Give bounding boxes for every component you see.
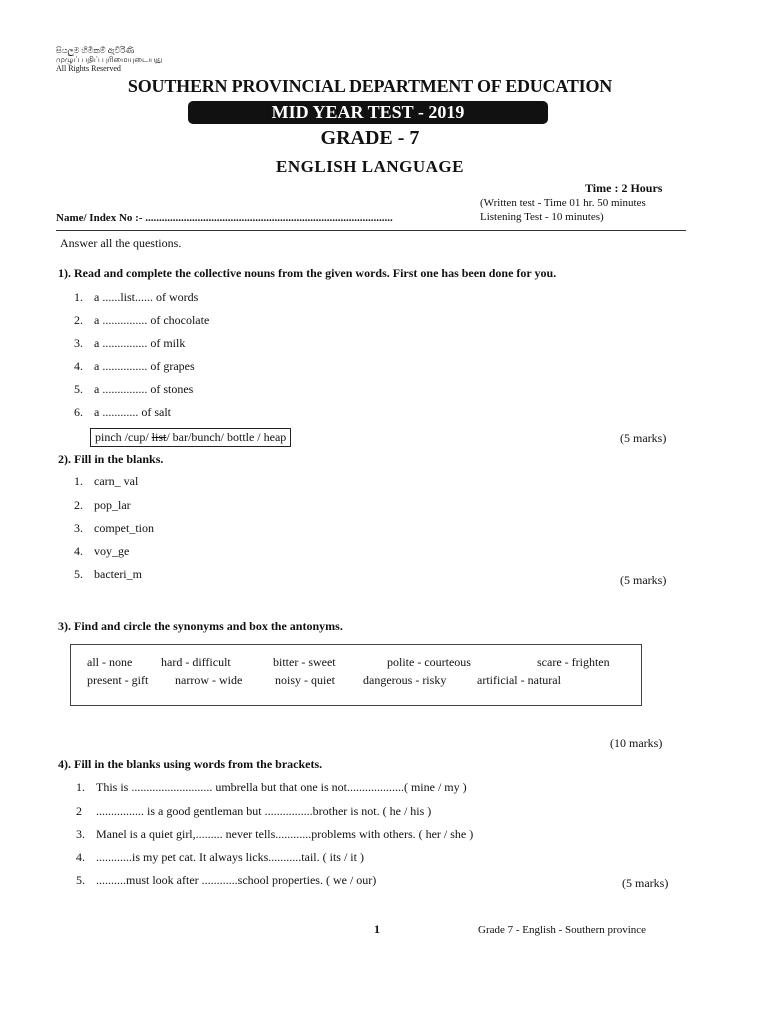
word-pair: hard - difficult <box>161 655 231 669</box>
item-text: a ............... of grapes <box>94 359 195 373</box>
word-pair: noisy - quiet <box>275 673 335 687</box>
q3-word-pairs-box <box>70 644 642 706</box>
word-pair: bitter - sweet <box>273 655 336 669</box>
header-divider <box>56 230 686 231</box>
instruction: Answer all the questions. <box>60 236 182 250</box>
item-number: 5. <box>74 382 83 396</box>
q4-item <box>76 850 364 865</box>
word-pair: narrow - wide <box>175 673 243 687</box>
q2-marks: (5 marks) <box>620 573 667 587</box>
word-pair: scare - frighten <box>537 655 610 669</box>
item-text: a ......list...... of words <box>94 290 199 304</box>
item-text: voy_ge <box>94 544 130 558</box>
item-text: pop_lar <box>94 498 131 512</box>
item-text: ................ is a good gentleman but ................brother is not. ( he / his ) <box>96 804 432 818</box>
word-pair: dangerous - risky <box>363 673 447 687</box>
test-name-banner: MID YEAR TEST - 2019 <box>188 101 548 124</box>
word-box-struck-word: list <box>151 430 167 444</box>
item-text: carn_ val <box>94 474 139 488</box>
item-text: ..........must look after ............school properties. ( we / our) <box>96 873 377 887</box>
q4-title: 4). Fill in the blanks using words from the brackets. <box>58 757 323 771</box>
item-number: 5. <box>76 873 85 887</box>
q1-item <box>74 405 171 420</box>
item-text: a ............... of milk <box>94 336 186 350</box>
q1-item <box>74 382 193 397</box>
item-number: 3. <box>74 521 83 535</box>
q1-title: 1). Read and complete the collective nouns from the given words. First one has been done for you. <box>58 266 557 280</box>
subject-title: ENGLISH LANGUAGE <box>276 157 464 176</box>
item-text: bacteri_m <box>94 567 142 581</box>
word-box-part: pinch /cup/ <box>95 430 152 444</box>
q2-item <box>74 474 138 489</box>
grade-title: GRADE - 7 <box>320 127 420 149</box>
q2-item <box>74 498 131 513</box>
item-number: 2. <box>74 313 83 327</box>
q1-item <box>74 313 209 328</box>
item-number: 2. <box>74 498 83 512</box>
word-box-part: / bar/bunch/ bottle / heap <box>166 430 287 444</box>
footer-text: Grade 7 - English - Southern province <box>478 924 647 936</box>
q4-item <box>76 873 376 888</box>
item-number: 4. <box>74 544 83 558</box>
word-pair: artificial - natural <box>477 673 561 687</box>
item-text: Manel is a quiet girl,......... never tells............problems with others. ( her / she ) <box>96 827 474 841</box>
item-text: a ............... of stones <box>94 382 194 396</box>
word-pair: polite - courteous <box>387 655 471 669</box>
item-number: 3. <box>74 336 83 350</box>
q2-item <box>74 567 142 582</box>
item-number: 3. <box>76 827 85 841</box>
item-text: compet_tion <box>94 521 154 535</box>
item-number: 1. <box>74 474 83 488</box>
item-number: 4. <box>74 359 83 373</box>
word-pair: present - gift <box>87 673 149 687</box>
name-index-field[interactable]: Name/ Index No :- .......................................................................................... <box>56 212 393 224</box>
listening-time: Listening Test - 10 minutes) <box>480 211 604 223</box>
word-pair: all - none <box>87 655 133 669</box>
time-details <box>480 196 646 224</box>
q4-marks: (5 marks) <box>622 876 669 890</box>
q1-item <box>74 359 195 374</box>
q1-word-box <box>90 428 291 447</box>
item-text: a ............ of salt <box>94 405 171 419</box>
item-number: 4. <box>76 850 85 864</box>
q2-item <box>74 544 129 559</box>
department-title: SOUTHERN PROVINCIAL DEPARTMENT OF EDUCATION <box>127 76 613 96</box>
item-number: 2 <box>76 804 82 818</box>
rights-english: All Rights Reserved <box>56 64 121 73</box>
q4-item <box>76 780 467 795</box>
rights-tamil: முழுப் பதிப் புரிமையுடையது <box>56 55 163 64</box>
q2-item <box>74 521 154 536</box>
q3-title: 3). Find and circle the synonyms and box the antonyms. <box>58 619 343 633</box>
item-number: 1. <box>76 780 85 794</box>
item-text: This is ........................... umbrella but that one is not...................( mine / my ) <box>96 780 467 794</box>
q3-marks: (10 marks) <box>610 736 663 750</box>
written-time: (Written test - Time 01 hr. 50 minutes <box>480 197 646 209</box>
q4-item <box>76 804 431 819</box>
item-text: ............is my pet cat. It always licks...........tail. ( its / it ) <box>96 850 364 864</box>
q1-item <box>74 290 198 305</box>
item-text: a ............... of chocolate <box>94 313 210 327</box>
time-label: Time : 2 Hours <box>585 181 663 195</box>
q2-title: 2). Fill in the blanks. <box>58 452 164 466</box>
item-number: 1. <box>74 290 83 304</box>
item-number: 6. <box>74 405 83 419</box>
q1-marks: (5 marks) <box>620 431 667 445</box>
item-number: 5. <box>74 567 83 581</box>
q4-item <box>76 827 473 842</box>
page-number: 1 <box>374 922 380 936</box>
rights-sinhala: සියලුම හිමිකම් ඇවිරිණි <box>56 46 135 55</box>
q1-item <box>74 336 185 351</box>
rights-block <box>56 46 162 73</box>
